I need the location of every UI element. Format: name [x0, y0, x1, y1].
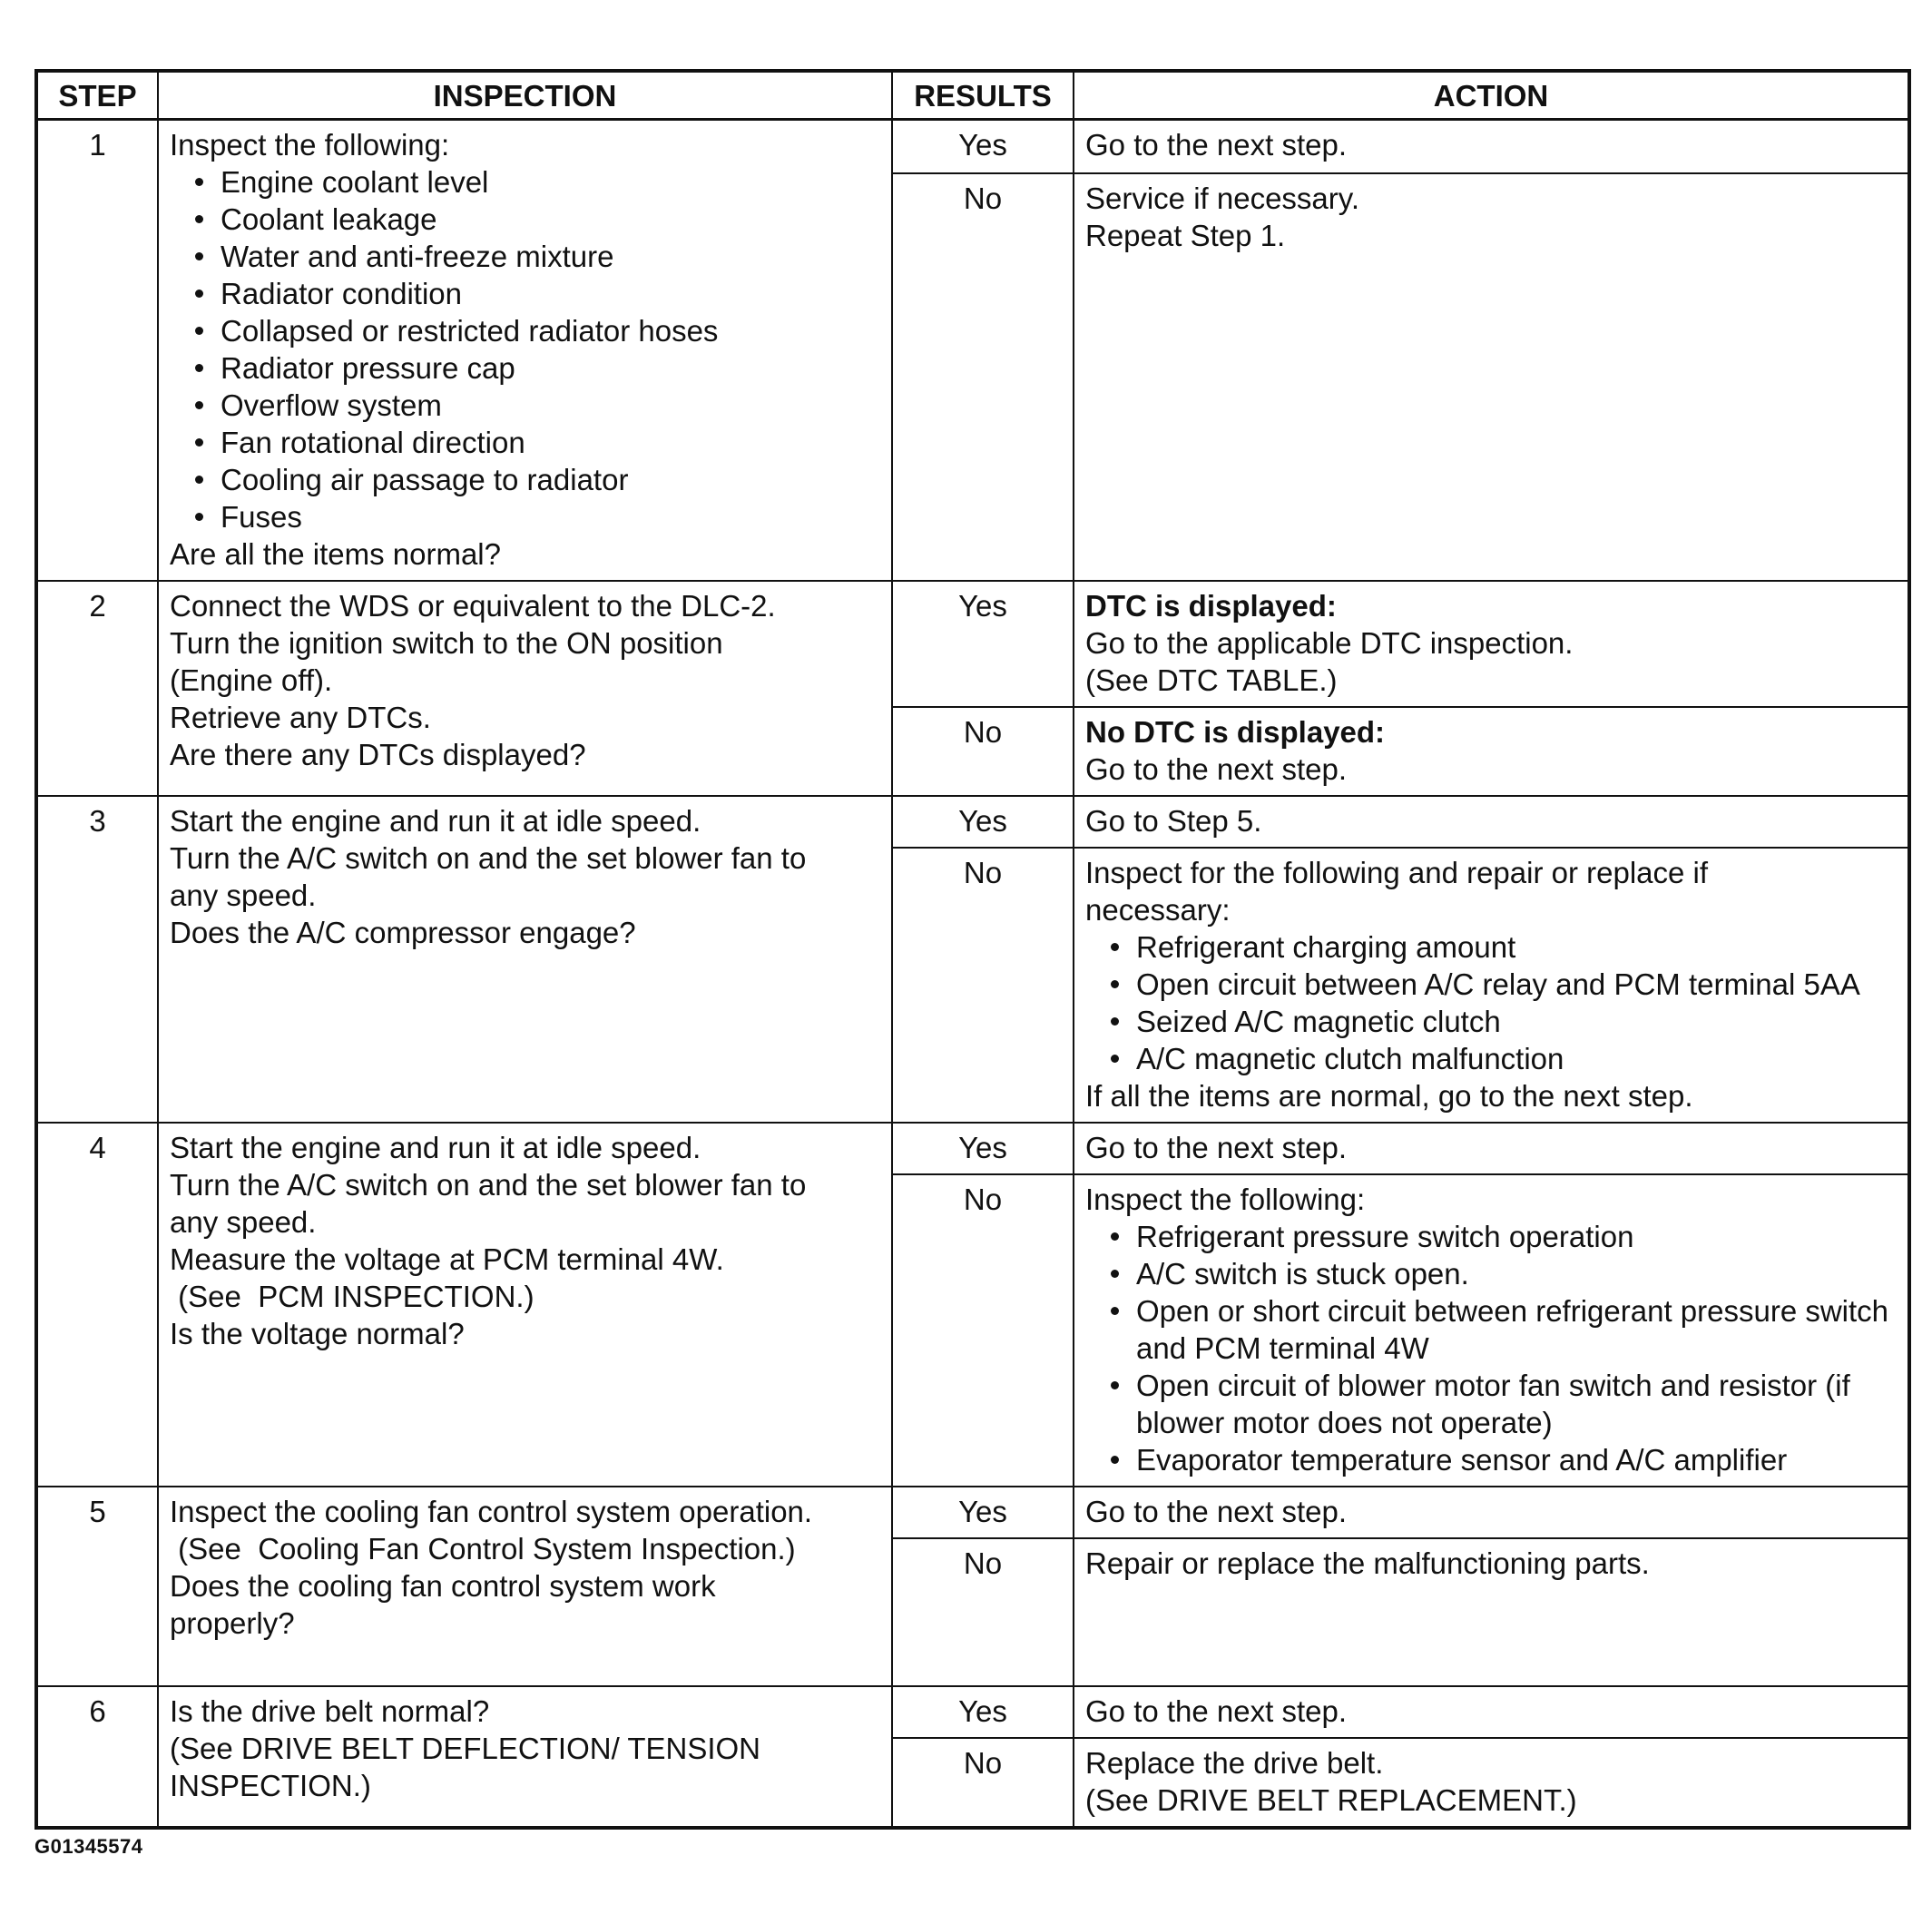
checklist-item: Open or short circuit between refrigerant pressure switch and PCM terminal 4W [1111, 1292, 1900, 1367]
inspection-line: Is the voltage normal? [170, 1317, 465, 1350]
action-yes [1074, 120, 1909, 173]
inspection-line: Does the cooling fan control system work [170, 1569, 716, 1603]
result-yes: Yes [892, 120, 1074, 173]
header-inspection: INSPECTION [158, 71, 892, 120]
result-yes: Yes [892, 796, 1074, 848]
action-no [1074, 173, 1909, 581]
inspection-line: (See PCM INSPECTION.) [170, 1280, 534, 1313]
action-no [1074, 1538, 1909, 1686]
inspection-line: any speed. [170, 1205, 317, 1239]
inspection-line: Measure the voltage at PCM terminal 4W. [170, 1242, 724, 1276]
action-line: necessary: [1085, 893, 1231, 927]
inspection-line: (See Cooling Fan Control System Inspection.) [170, 1532, 796, 1566]
step-2-yes-row [36, 581, 1909, 707]
step-number: 5 [36, 1487, 158, 1686]
action-yes [1074, 796, 1909, 848]
inspection-line: Are there any DTCs displayed? [170, 738, 586, 771]
result-yes: Yes [892, 581, 1074, 707]
action-line: Go to the next step. [1085, 1495, 1348, 1528]
inspection-checklist [170, 163, 884, 535]
checklist-item: Fan rotational direction [195, 424, 884, 461]
step-number: 4 [36, 1123, 158, 1487]
checklist-item: Engine coolant level [195, 163, 884, 201]
checklist-item: Coolant leakage [195, 201, 884, 238]
action-line: Inspect for the following and repair or replace if [1085, 856, 1709, 889]
result-no: No [892, 848, 1074, 1123]
action-line: Go to the applicable DTC inspection. [1085, 626, 1574, 660]
action-line: Go to Step 5. [1085, 804, 1262, 838]
action-no [1074, 707, 1909, 796]
checklist-item: Refrigerant charging amount [1111, 928, 1900, 966]
action-line: Go to the next step. [1085, 1131, 1348, 1164]
checklist-item: Fuses [195, 498, 884, 535]
action-no [1074, 1738, 1909, 1828]
action-line: Service if necessary. [1085, 181, 1359, 215]
action-no [1074, 1174, 1909, 1487]
step-4-yes-row [36, 1123, 1909, 1174]
result-no: No [892, 173, 1074, 581]
checklist-item: Radiator pressure cap [195, 349, 884, 387]
header-step: STEP [36, 71, 158, 120]
action-line: Repeat Step 1. [1085, 218, 1286, 252]
inspection-line: Turn the ignition switch to the ON position [170, 626, 723, 660]
step-number: 6 [36, 1686, 158, 1828]
checklist-item: Open circuit of blower motor fan switch and resistor (if blower motor does not operate) [1111, 1367, 1900, 1441]
result-no: No [892, 1174, 1074, 1487]
step-4-inspection [158, 1123, 892, 1487]
inspection-line: Turn the A/C switch on and the set blower fan to [170, 1168, 807, 1202]
result-yes: Yes [892, 1686, 1074, 1738]
inspection-line: Inspect the cooling fan control system operation. [170, 1495, 813, 1528]
inspection-question: Are all the items normal? [170, 537, 501, 571]
action-yes [1074, 1686, 1909, 1738]
result-yes: Yes [892, 1487, 1074, 1538]
step-5-yes-row [36, 1487, 1909, 1538]
checklist-item: Seized A/C magnetic clutch [1111, 1003, 1900, 1040]
action-line: Repair or replace the malfunctioning parts. [1085, 1546, 1650, 1580]
inspection-line: Does the A/C compressor engage? [170, 916, 636, 949]
inspection-line: (Engine off). [170, 663, 333, 697]
step-1-inspection [158, 120, 892, 582]
inspection-line: Is the drive belt normal? [170, 1694, 490, 1728]
step-2-inspection [158, 581, 892, 796]
inspection-line: Connect the WDS or equivalent to the DLC-2. [170, 589, 776, 623]
action-heading: No DTC is displayed: [1085, 715, 1386, 749]
step-number: 3 [36, 796, 158, 1123]
action-checklist [1085, 928, 1900, 1077]
header-row [36, 71, 1909, 120]
step-5-inspection [158, 1487, 892, 1686]
result-no: No [892, 1738, 1074, 1828]
action-line: (See DTC TABLE.) [1085, 663, 1338, 697]
action-no [1074, 848, 1909, 1123]
checklist-item: Water and anti-freeze mixture [195, 238, 884, 275]
action-line: If all the items are normal, go to the next step. [1085, 1079, 1693, 1113]
inspection-line: INSPECTION.) [170, 1769, 371, 1802]
inspection-intro: Inspect the following: [170, 128, 450, 162]
action-line: (See DRIVE BELT REPLACEMENT.) [1085, 1783, 1577, 1817]
step-6-inspection [158, 1686, 892, 1828]
action-yes [1074, 581, 1909, 707]
action-yes [1074, 1123, 1909, 1174]
checklist-item: Radiator condition [195, 275, 884, 312]
figure-id: G01345574 [34, 1835, 143, 1858]
inspection-line: properly? [170, 1606, 295, 1640]
action-line: Go to the next step. [1085, 128, 1348, 162]
action-line: Go to the next step. [1085, 752, 1348, 786]
step-3-yes-row [36, 796, 1909, 848]
action-yes [1074, 1487, 1909, 1538]
checklist-item: Open circuit between A/C relay and PCM terminal 5AA [1111, 966, 1900, 1003]
step-number: 2 [36, 581, 158, 796]
header-results: RESULTS [892, 71, 1074, 120]
inspection-line: Start the engine and run it at idle speed. [170, 804, 701, 838]
checklist-item: Refrigerant pressure switch operation [1111, 1218, 1900, 1255]
action-heading: DTC is displayed: [1085, 589, 1337, 623]
step-6-yes-row [36, 1686, 1909, 1738]
inspection-line: Retrieve any DTCs. [170, 701, 431, 734]
checklist-item: Collapsed or restricted radiator hoses [195, 312, 884, 349]
inspection-line: (See DRIVE BELT DEFLECTION/ TENSION [170, 1732, 760, 1765]
checklist-item: A/C switch is stuck open. [1111, 1255, 1900, 1292]
step-1-yes-row [36, 120, 1909, 173]
result-no: No [892, 707, 1074, 796]
action-line: Replace the drive belt. [1085, 1746, 1384, 1780]
checklist-item: Cooling air passage to radiator [195, 461, 884, 498]
result-no: No [892, 1538, 1074, 1686]
inspection-line: any speed. [170, 878, 317, 912]
diagnostic-table [34, 69, 1911, 1830]
inspection-line: Start the engine and run it at idle speed. [170, 1131, 701, 1164]
header-action: ACTION [1074, 71, 1909, 120]
checklist-item: Overflow system [195, 387, 884, 424]
result-yes: Yes [892, 1123, 1074, 1174]
action-checklist [1085, 1218, 1900, 1478]
action-line: Go to the next step. [1085, 1694, 1348, 1728]
checklist-item: Evaporator temperature sensor and A/C amplifier [1111, 1441, 1900, 1478]
action-line: Inspect the following: [1085, 1183, 1366, 1216]
inspection-line: Turn the A/C switch on and the set blower fan to [170, 841, 807, 875]
checklist-item: A/C magnetic clutch malfunction [1111, 1040, 1900, 1077]
step-3-inspection [158, 796, 892, 1123]
step-number: 1 [36, 120, 158, 582]
